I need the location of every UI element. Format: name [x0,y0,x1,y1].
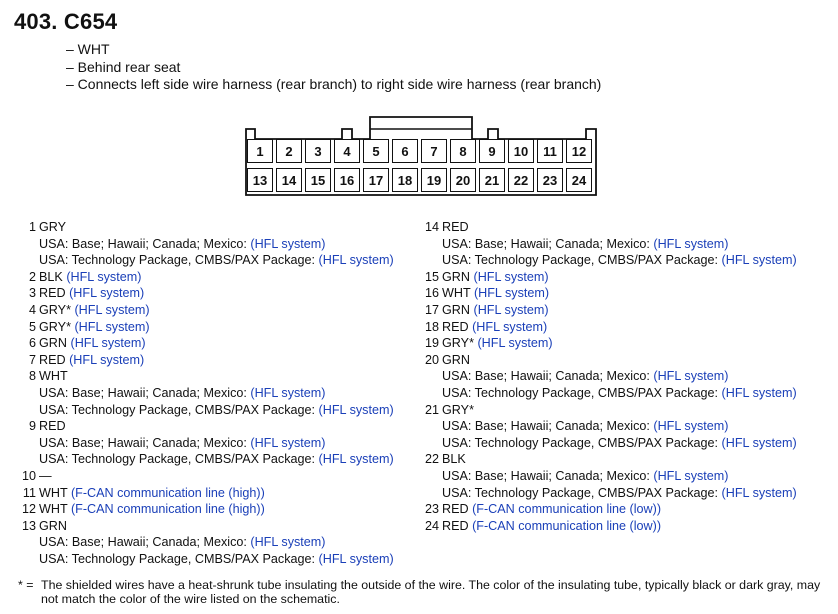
pin-cell: 13 [247,168,273,192]
variant-line [18,551,418,568]
pin-entry [18,269,418,286]
system-note: (HFL system) [473,286,550,301]
variant-line [421,435,831,452]
wire-color: RED [39,352,66,367]
variant-line [18,402,418,419]
variant-line [421,368,831,385]
system-note: (HFL system) [721,485,797,500]
pin-cell: 8 [450,139,476,163]
pin-cell: 24 [566,168,592,192]
pin-number: 22 [424,452,439,467]
pin-entry [18,302,418,319]
variant-label: USA: Base; Hawaii; Canada; Mexico: [442,236,654,251]
system-note: (HFL system) [653,369,729,384]
pin-cell: 23 [537,168,563,192]
system-note: (F-CAN communication line (low)) [472,518,662,533]
system-note: (HFL system) [318,452,394,467]
pin-cell: 16 [334,168,360,192]
wire-color: RED [442,319,469,334]
pin-number: 11 [22,485,36,500]
wire-color: WHT [39,369,68,384]
pin-cell: 7 [421,139,447,163]
system-note: (F-CAN communication line (high)) [70,502,265,517]
pin-cell: 5 [363,139,389,163]
pin-number: 20 [424,352,439,367]
wire-color: GRY* [39,319,71,334]
pin-entry [18,368,418,418]
variant-line [18,252,418,269]
connector-description [66,41,601,94]
wire-color: WHT [39,485,68,500]
pin-entry [18,485,418,502]
variant-label: USA: Base; Hawaii; Canada; Mexico: [39,236,251,251]
variant-line [18,236,418,253]
variant-line [18,451,418,468]
page-title: 403. C654 [14,9,118,34]
wire-color: RED [442,220,469,234]
wire-color: RED [39,286,66,301]
system-note: (HFL system) [70,336,146,351]
pin-entry [421,501,831,518]
pin-number: 13 [21,518,36,533]
wire-color: BLK [442,452,466,467]
pin-cell: 18 [392,168,418,192]
system-note: (F-CAN communication line (low)) [472,502,662,517]
pin-entry [18,418,418,468]
system-note: (HFL system) [250,435,326,450]
variant-line [18,534,418,551]
pin-cell: 2 [276,139,302,163]
pin-entry [18,352,418,369]
system-note: (HFL system) [69,352,145,367]
wire-color: GRY* [39,302,71,317]
system-note: (HFL system) [473,302,549,317]
variant-label: USA: Technology Package, CMBS/PAX Package: [39,253,319,268]
system-note: (HFL system) [66,269,142,284]
variant-line [421,385,831,402]
pin-number: 12 [21,502,36,517]
pin-entry [421,302,831,319]
system-note: (F-CAN communication line (high)) [70,485,265,500]
pin-entry [18,285,418,302]
system-note: (HFL system) [653,419,729,434]
pin-number: 6 [28,336,36,351]
wire-color: RED [442,518,469,533]
variant-label: USA: Technology Package, CMBS/PAX Package: [442,385,722,400]
pin-number: 21 [424,402,439,417]
connector-diagram [244,115,598,197]
system-note: (HFL system) [318,253,394,268]
pin-number: 2 [28,269,36,284]
variant-label: USA: Base; Hawaii; Canada; Mexico: [442,468,654,483]
system-note: (HFL system) [472,319,548,334]
pin-number: 1 [28,220,36,234]
wire-color: GRY [39,220,67,234]
pin-entry [18,501,418,518]
wire-color: GRN [442,352,470,367]
pin-list-right [421,219,831,534]
wire-color: — [39,468,52,483]
pin-entry [421,352,831,402]
variant-label: USA: Base; Hawaii; Canada; Mexico: [442,419,654,434]
system-note: (HFL system) [250,385,326,400]
system-note: (HFL system) [721,435,797,450]
variant-line [421,236,831,253]
variant-line [421,485,831,502]
pin-entry [421,285,831,302]
pin-number: 24 [424,518,439,533]
system-note: (HFL system) [721,253,797,268]
description-color: – WHT [66,41,110,57]
wire-color: GRN [442,302,470,317]
pin-number: 3 [28,286,36,301]
pin-entry [421,269,831,286]
system-note: (HFL system) [250,236,326,251]
pin-cell: 21 [479,168,505,192]
pin-entry [18,319,418,336]
wire-color: GRN [39,518,67,533]
pin-number: 8 [28,369,36,384]
variant-label: USA: Base; Hawaii; Canada; Mexico: [39,535,251,550]
pin-cell: 6 [392,139,418,163]
pin-cell: 14 [276,168,302,192]
description-connection: – Connects left side wire harness (rear branch) to right side wire harness (rear branch) [66,76,602,92]
variant-label: USA: Base; Hawaii; Canada; Mexico: [39,435,251,450]
pin-cell: 15 [305,168,331,192]
variant-label: USA: Technology Package, CMBS/PAX Package: [39,452,319,467]
pin-entry [421,335,831,352]
pin-cell: 10 [508,139,534,163]
pin-cell: 1 [247,139,273,163]
variant-line [421,468,831,485]
variant-label: USA: Technology Package, CMBS/PAX Package: [39,402,319,417]
wire-color: GRY* [442,402,474,417]
pin-cell: 20 [450,168,476,192]
variant-label: USA: Technology Package, CMBS/PAX Package: [442,253,722,268]
variant-label: USA: Technology Package, CMBS/PAX Package: [442,435,722,450]
variant-line [421,252,831,269]
wire-color: GRY* [442,336,474,351]
pin-number: 19 [424,336,439,351]
pin-cell: 22 [508,168,534,192]
pin-number: 23 [424,502,439,517]
pin-number: 4 [28,302,36,317]
wire-color: RED [442,502,469,517]
pin-cell: 19 [421,168,447,192]
system-note: (HFL system) [473,269,549,284]
pin-list-left [18,219,418,567]
variant-label: USA: Base; Hawaii; Canada; Mexico: [442,369,654,384]
pin-cell: 4 [334,139,360,163]
wire-color: WHT [39,502,68,517]
pin-number: 7 [28,352,36,367]
system-note: (HFL system) [74,319,150,334]
wire-color: WHT [442,286,471,301]
pin-entry [18,518,418,568]
system-note: (HFL system) [250,535,326,550]
wire-color: GRN [442,269,470,284]
pin-cell: 17 [363,168,389,192]
system-note: (HFL system) [318,402,394,417]
pin-entry [18,335,418,352]
pin-number: 16 [424,286,439,301]
variant-label: USA: Technology Package, CMBS/PAX Package: [39,551,319,566]
variant-line [421,418,831,435]
system-note: (HFL system) [318,551,394,566]
pin-entry [18,219,418,269]
wire-color: BLK [39,269,63,284]
pin-cell: 9 [479,139,505,163]
variant-line [18,435,418,452]
footnote-mark: * = [18,578,34,592]
system-note: (HFL system) [74,302,150,317]
pin-number: 15 [424,269,439,284]
pin-entry [421,451,831,501]
pin-number: 10 [21,468,36,483]
system-note: (HFL system) [721,385,797,400]
footnote [18,578,830,606]
pin-number: 9 [28,419,36,434]
footnote-text: The shielded wires have a heat-shrunk tube insulating the outside of the wire. The color of the insulating tube, typically black or dark gray, may not match the color of the wire listed on the schematic. [41,578,821,606]
system-note: (HFL system) [477,336,553,351]
system-note: (HFL system) [653,236,729,251]
pin-entry [421,219,831,269]
variant-label: USA: Technology Package, CMBS/PAX Package: [442,485,722,500]
pin-entry [421,319,831,336]
system-note: (HFL system) [69,286,145,301]
pin-entry [18,468,418,485]
pin-cell: 12 [566,139,592,163]
pin-cell: 11 [537,139,563,163]
pin-cell: 3 [305,139,331,163]
pin-entry [421,518,831,535]
pin-number: 5 [28,319,36,334]
description-location: – Behind rear seat [66,58,181,75]
system-note: (HFL system) [653,468,729,483]
pin-number: 14 [424,220,439,234]
wire-color: GRN [39,336,67,351]
wire-color: RED [39,419,66,434]
pin-number: 17 [424,302,439,317]
pin-number: 18 [424,319,439,334]
variant-label: USA: Base; Hawaii; Canada; Mexico: [39,385,251,400]
variant-line [18,385,418,402]
pin-entry [421,402,831,452]
